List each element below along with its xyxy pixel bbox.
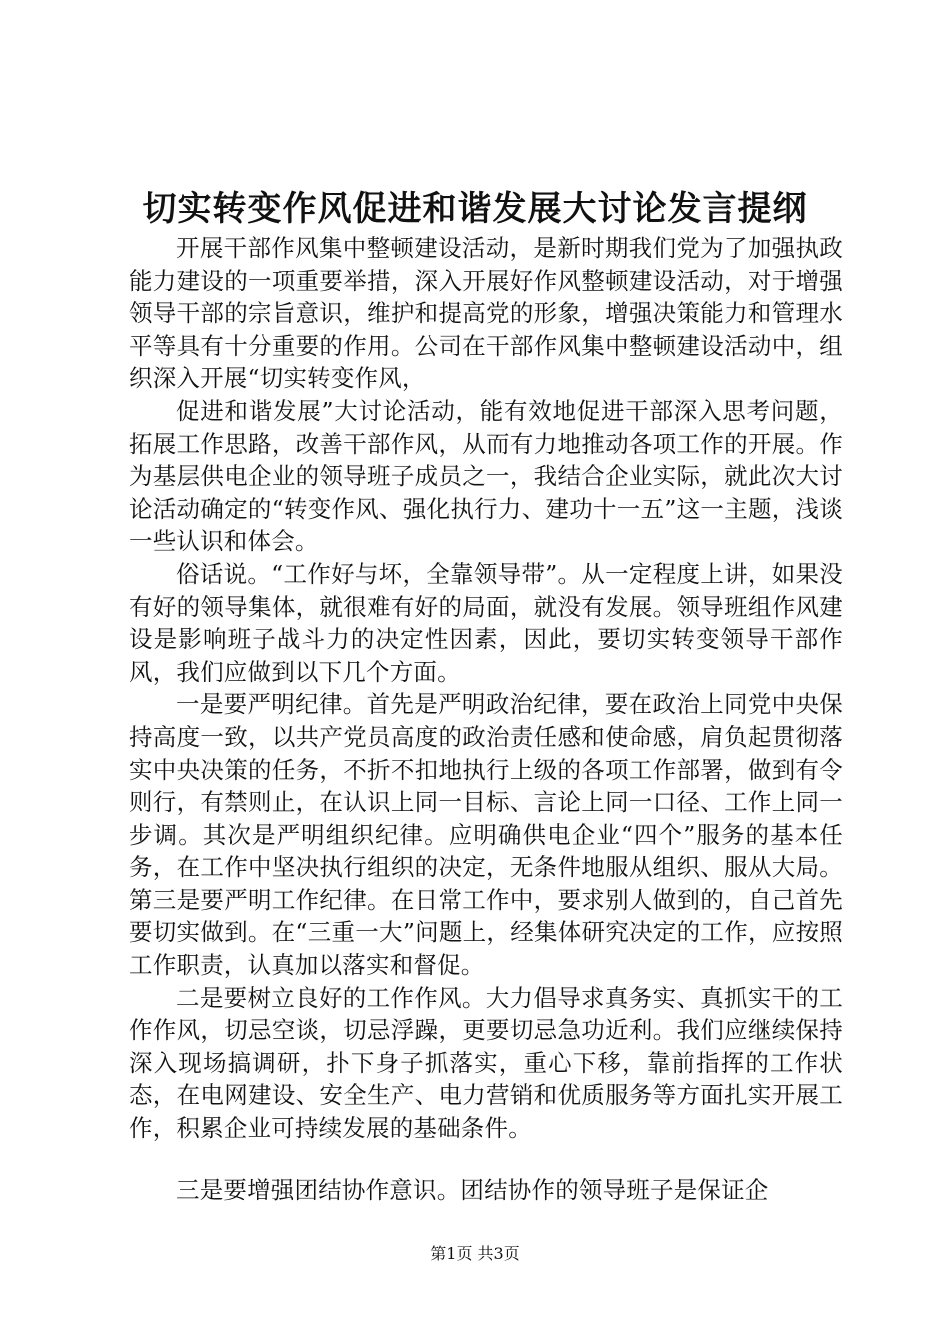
document-title: 切实转变作风促进和谐发展大讨论发言提纲 <box>142 189 808 229</box>
page-number-footer: 第1页 共3页 <box>430 1244 520 1263</box>
paragraph-intro: 开展干部作风集中整顿建设活动，是新时期我们党为了加强执政能力建设的一项重要举措，深入开展好作风整顿建设活动，对于增强领导干部的宗旨意识，维护和提高党的形象，增强决策能力和管理水平等具有十分重要的作用。公司在干部作风集中整顿建设活动中，组织深入开展“切实转变作风， <box>129 234 843 393</box>
paragraph-point-three: 三是要增强团结协作意识。团结协作的领导班子是保证企 <box>176 1175 769 1204</box>
paragraph-saying: 俗话说。“工作好与坏，全靠领导带”。从一定程度上讲，如果没有好的领导集体，就很难有好的局面，就没有发展。领导班组作风建设是影响班子战斗力的决定性因素，因此，要切实转变领导干部作风，我们应做到以下几个方面。 <box>129 559 843 686</box>
paragraph-point-two: 二是要树立良好的工作作风。大力倡导求真务实、真抓实干的工作作风，切忌空谈，切忌浮躁，更要切忌急功近利。我们应继续保持深入现场搞调研，扑下身子抓落实，重心下移，靠前指挥的工作状态，在电网建设、安全生产、电力营销和优质服务等方面扎实开展工作，积累企业可持续发展的基础条件。 <box>129 983 843 1143</box>
paragraph-continuation: 促进和谐发展”大讨论活动，能有效地促进干部深入思考问题，拓展工作思路，改善干部作风，从而有力地推动各项工作的开展。作为基层供电企业的领导班子成员之一，我结合企业实际，就此次大讨论活动确定的“转变作风、强化执行力、建功十一五”这一主题，浅谈一些认识和体会。 <box>129 396 843 556</box>
document-body <box>129 232 843 1206</box>
paragraph-point-one: 一是要严明纪律。首先是严明政治纪律，要在政治上同党中央保持高度一致，以共产党员高度的政治责任感和使命感，肩负起贯彻落实中央决策的任务，不折不扣地执行上级的各项工作部署，做到有令则行，有禁则止，在认识上同一目标、言论上同一口径、工作上同一步调。其次是严明组织纪律。应明确供电企业“四个”服务的基本任务，在工作中坚决执行组织的决定，无条件地服从组织、服从大局。第三是要严明工作纪律。在日常工作中，要求别人做到的，自己首先要切实做到。在“三重一大”问题上，经集体研究决定的工作，应按照工作职责，认真加以落实和督促。 <box>129 690 843 980</box>
